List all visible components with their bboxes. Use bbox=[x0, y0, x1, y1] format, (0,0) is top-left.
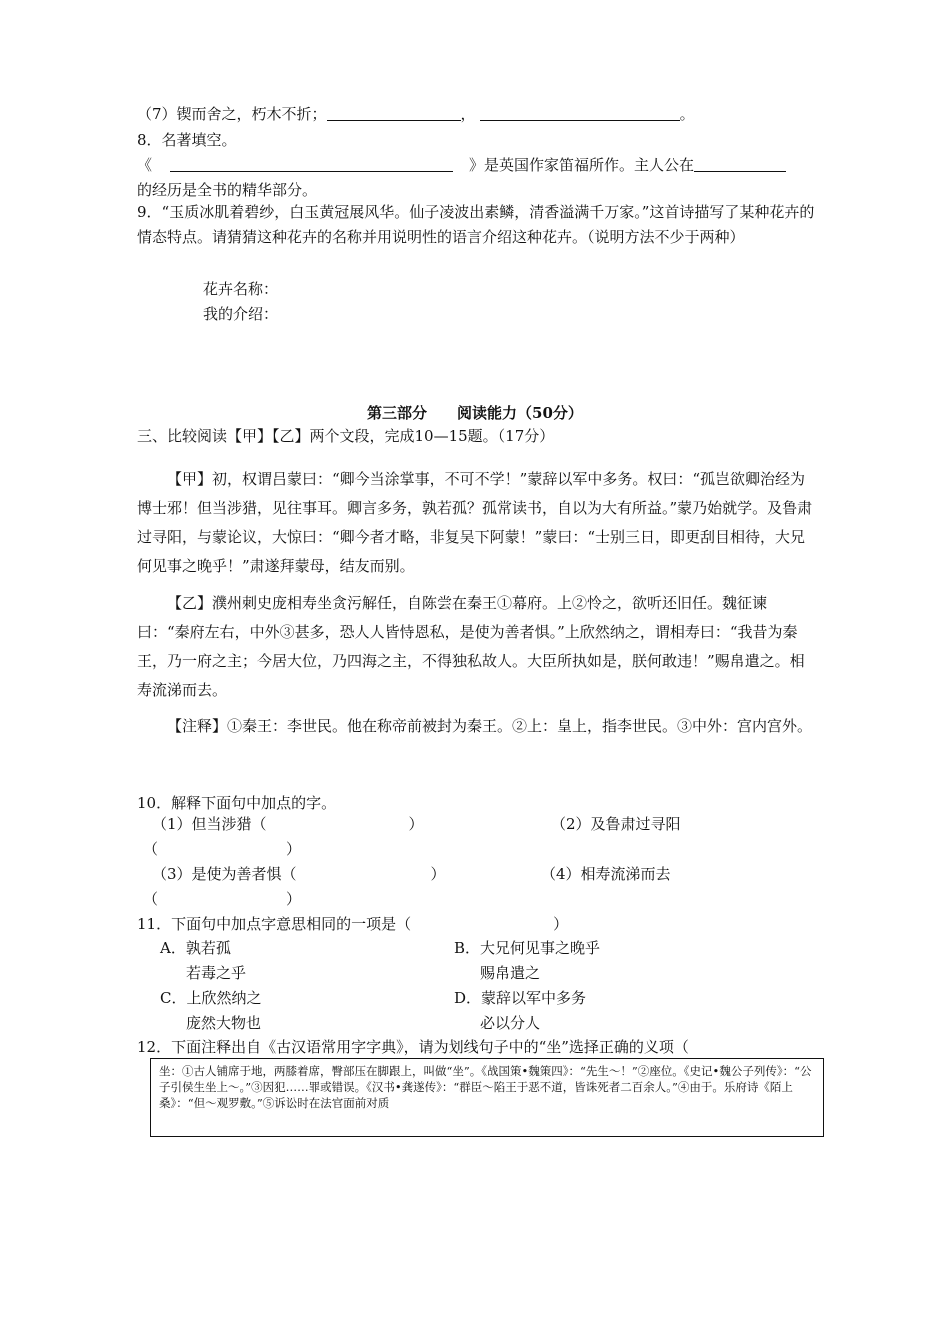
part-3-title: 第三部分 阅读能力（50分） bbox=[367, 404, 583, 422]
q10-item-2-paren bbox=[143, 839, 301, 859]
q8-protagonist-blank[interactable] bbox=[694, 157, 786, 172]
q10-item-1-text: （1）但当涉猎（ bbox=[152, 815, 267, 833]
flower-name-label: 花卉名称： bbox=[203, 280, 279, 298]
q10-item-3 bbox=[152, 864, 446, 884]
q10-paren-open-4: （ bbox=[143, 890, 159, 908]
question-8 bbox=[137, 155, 817, 175]
question-7 bbox=[137, 104, 817, 124]
q10-item-4: （4）相寿流涕而去 bbox=[541, 865, 671, 883]
q7-prefix: （7）锲而舍之，朽木不折； bbox=[137, 105, 327, 123]
dictionary-entry-box bbox=[150, 1058, 824, 1137]
q8-book-blank[interactable] bbox=[170, 157, 453, 172]
q7-period: 。 bbox=[679, 105, 695, 123]
q10-paren-open-2: （ bbox=[143, 840, 159, 858]
option-b-line-1[interactable]: B．大兄何见事之晚乎 bbox=[454, 939, 601, 957]
option-c-line-2: 庞然大物也 bbox=[186, 1014, 262, 1032]
q10-paren-close-2: ） bbox=[286, 840, 302, 858]
question-9: 9．“玉质冰肌着碧纱，白玉黄冠展风华。仙子凌波出素鳞，清香溢满千万家。”这首诗描写了某种花卉的情态特点。请猜猜这种花卉的名称并用说明性的语言介绍这种花卉。（说明方法不少于两种） bbox=[137, 203, 815, 246]
passage-yi: 【乙】濮州刺史庞相寿坐贪污解任，自陈尝在秦王①幕府。上②怜之，欲听还旧任。魏征谏曰：“秦府左右，中外③甚多，恐人人皆恃恩私，是使为善者惧。”上欣然纳之，谓相寿曰：“我昔为秦王，乃一府之主；今居大位，乃四海之主，不得独私故人。大臣所执如是，朕何敢违！”赐帛遣之。相寿流涕而去。 bbox=[137, 594, 805, 699]
question-8-line2: 的经历是全书的精华部分。 bbox=[137, 181, 318, 199]
q11-label-close: ） bbox=[553, 915, 569, 933]
q10-paren-close-1: ） bbox=[408, 815, 424, 833]
question-12-label: 12．下面注释出自《古汉语常用字字典》，请为划线句子中的“坐”选择正确的义项（ bbox=[137, 1038, 689, 1056]
q10-paren-close-3: ） bbox=[430, 865, 446, 883]
passage-jia: 【甲】初，权谓吕蒙曰：“卿今当涂掌事，不可不学！”蒙辞以军中多务。权曰：“孤岂欲卿治经为博士邪！但当涉猎，见往事耳。卿言多务，孰若孤？孤常读书，自以为大有所益。”蒙乃始就学。及鲁肃过寻阳，与蒙论议，大惊曰：“卿今者才略，非复吴下阿蒙！”蒙曰：“士别三日，即更刮目相待，大兄何见事之晚乎！”肃遂拜蒙母，结友而别。 bbox=[137, 470, 813, 575]
q11-label-text: 11．下面句中加点字意思相同的一项是（ bbox=[137, 915, 412, 933]
q7-blank-1[interactable] bbox=[327, 106, 461, 121]
question-8-label: 8．名著填空。 bbox=[137, 131, 237, 149]
option-a-line-2: 若毒之乎 bbox=[186, 964, 247, 982]
question-11 bbox=[137, 914, 817, 934]
q10-item-3-text: （3）是使为善者惧（ bbox=[152, 865, 297, 883]
part-3-instruction: 三、比较阅读【甲】【乙】两个文段，完成10—15题。（17分） bbox=[137, 427, 555, 445]
option-a-line-1[interactable]: A．孰若孤 bbox=[160, 939, 231, 957]
dictionary-entry-text: 坐：①古人铺席于地，两膝着席，臀部压在脚跟上，叫做“坐”。《战国策•魏策四》：“先生～！”②座位。《史记•魏公子列传》：“公子引侯生坐上～。”③因犯……罪或错误。《汉书•龚遂传》：“群臣～陷王于恶不道，皆诛死者二百余人。”④由于。乐府诗《陌上桑》：“但～观罗敷。”⑤诉讼时在法官面前对质 bbox=[159, 1064, 812, 1110]
option-b-line-2: 赐帛遣之 bbox=[480, 964, 541, 982]
q8-open-bracket: 《 bbox=[137, 156, 153, 174]
question-10-label: 10．解释下面句中加点的字。 bbox=[137, 794, 337, 812]
q10-paren-close-4: ） bbox=[286, 890, 302, 908]
q7-comma: ， bbox=[460, 105, 476, 123]
q7-blank-2[interactable] bbox=[480, 106, 680, 121]
option-d-line-1[interactable]: D．蒙辞以军中多务 bbox=[454, 989, 587, 1007]
my-intro-label: 我的介绍： bbox=[203, 305, 279, 323]
annotations: 【注释】①秦王：李世民。他在称帝前被封为秦王。②上：皇上，指李世民。③中外：宫内宫外。 bbox=[167, 717, 813, 735]
option-d-line-2: 必以分人 bbox=[480, 1014, 541, 1032]
q8-middle-text: 》是英国作家笛福所作。主人公在 bbox=[469, 156, 695, 174]
q10-item-1 bbox=[152, 814, 424, 834]
q10-item-4-paren bbox=[143, 889, 301, 909]
option-c-line-1[interactable]: C．上欣然纳之 bbox=[160, 989, 262, 1007]
q10-item-2: （2）及鲁肃过寻阳 bbox=[551, 815, 681, 833]
